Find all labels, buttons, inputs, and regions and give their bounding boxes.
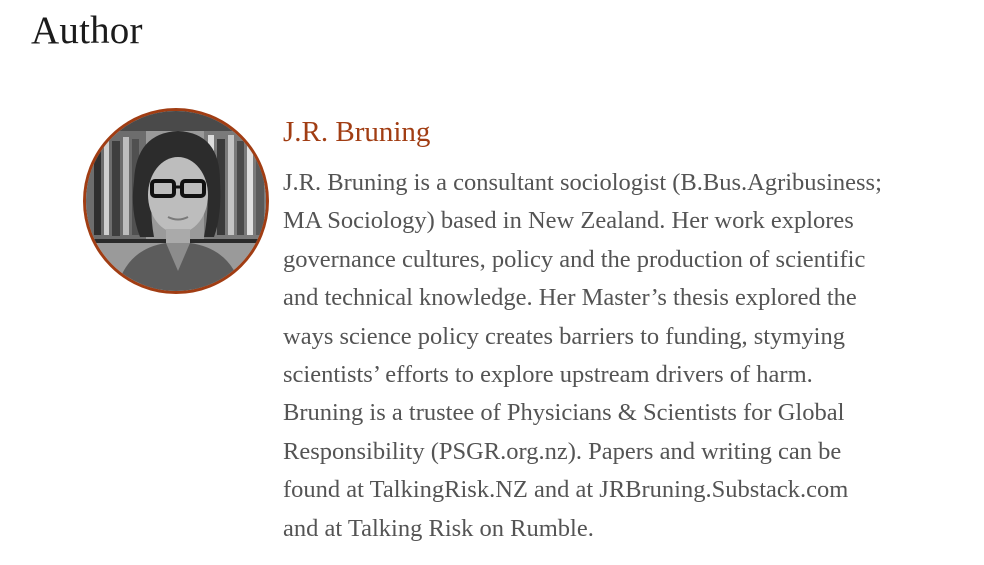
- section-title: Author: [31, 9, 143, 52]
- author-avatar[interactable]: [83, 108, 269, 294]
- author-details: [283, 112, 963, 548]
- author-photo-icon: [86, 111, 266, 291]
- author-bio: J.R. Bruning is a consultant sociologist (B.Bus.Agribusiness; MA Sociology) based in New Zealand. Her work explores governance cultures, policy and the production of scientific and technical knowledge. Her Master’s thesis explored the ways science policy creates barriers to funding, stymying scientists’ efforts to explore upstream drivers of harm. Bruning is a trustee of Physicians & Scientists for Global Responsibility (PSGR.org.nz). Papers and writing can be found at TalkingRisk.NZ and at JRBruning.Substack.com and at Talking Risk on Rumble.: [283, 169, 882, 542]
- author-name-link[interactable]: J.R. Bruning: [283, 116, 431, 148]
